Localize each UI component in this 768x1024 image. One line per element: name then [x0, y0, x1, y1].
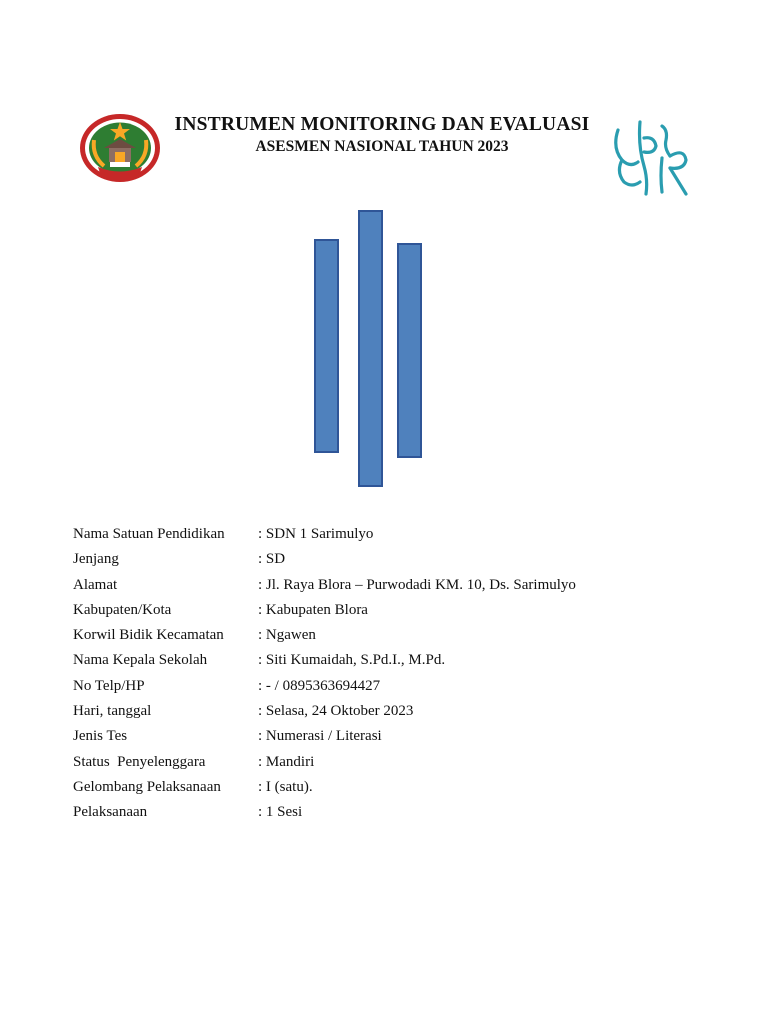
info-row-nama-satuan	[73, 522, 693, 547]
info-row-status	[73, 750, 693, 775]
kabupaten-blora-emblem-icon	[78, 112, 162, 184]
document-title: INSTRUMEN MONITORING DAN EVALUASI	[174, 114, 590, 135]
info-label: Kabupaten/Kota	[73, 601, 172, 618]
info-value: : Mandiri	[258, 753, 315, 770]
info-row-kepala-sekolah	[73, 648, 693, 673]
info-value: : - / 0895363694427	[258, 677, 381, 694]
info-value: : Jl. Raya Blora – Purwodadi KM. 10, Ds. Sarimulyo	[258, 576, 576, 593]
info-row-jenjang	[73, 547, 693, 572]
info-row-kabupaten	[73, 598, 693, 623]
info-label: Jenis Tes	[73, 728, 128, 745]
info-label: Alamat	[73, 576, 118, 593]
info-label: Nama Kepala Sekolah	[73, 652, 208, 669]
tut-wuri-handayani-icon	[610, 118, 696, 198]
decorative-bar-center	[358, 210, 383, 487]
info-value: : Selasa, 24 Oktober 2023	[258, 703, 414, 720]
document-subtitle: ASESMEN NASIONAL TAHUN 2023	[255, 138, 509, 155]
info-row-alamat	[73, 573, 693, 598]
info-row-pelaksanaan	[73, 800, 693, 825]
document-header	[78, 110, 698, 200]
info-label: Jenjang	[73, 551, 119, 568]
info-value: : SD	[258, 551, 286, 568]
info-value: : Siti Kumaidah, S.Pd.I., M.Pd.	[258, 652, 446, 669]
info-value: : Numerasi / Literasi	[258, 728, 382, 745]
info-value: : SDN 1 Sarimulyo	[258, 526, 374, 542]
info-label: Gelombang Pelaksanaan	[73, 778, 221, 795]
info-label: Pelaksanaan	[73, 804, 148, 821]
info-row-hari-tanggal	[73, 699, 693, 724]
info-label: Korwil Bidik Kecamatan	[73, 627, 224, 644]
info-label: No Telp/HP	[73, 677, 145, 694]
info-label: Hari, tanggal	[73, 703, 152, 720]
info-row-korwil	[73, 623, 693, 648]
decorative-bar-left	[314, 239, 339, 453]
info-row-jenis-tes	[73, 724, 693, 749]
info-value: : 1 Sesi	[258, 804, 303, 821]
info-row-telp	[73, 674, 693, 699]
decorative-bar-right	[397, 243, 422, 458]
info-label: Status Penyelenggara	[73, 753, 206, 770]
info-row-gelombang	[73, 775, 693, 800]
info-value: : Ngawen	[258, 627, 316, 644]
info-value: : I (satu).	[258, 778, 313, 795]
school-info-list	[73, 522, 693, 826]
info-value: : Kabupaten Blora	[258, 601, 368, 618]
title-block	[162, 114, 602, 158]
info-label: Nama Satuan Pendidikan	[73, 526, 225, 542]
